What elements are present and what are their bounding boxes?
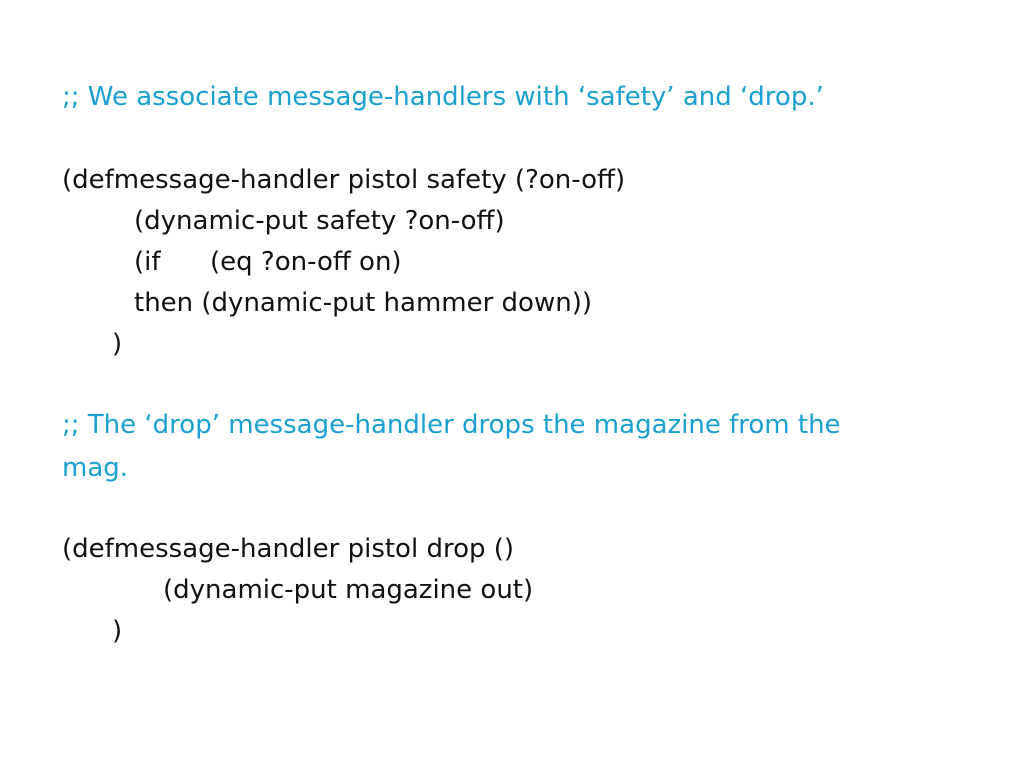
safety-handler-if-keyword: (if xyxy=(134,247,161,277)
safety-handler-then-line: then (dynamic-put hammer down)) xyxy=(134,288,592,318)
safety-handler-header: (defmessage-handler pistol safety (?on-off) xyxy=(62,165,626,195)
comment-associate-handlers: ;; We associate message-handlers with ‘safety’ and ‘drop.’ xyxy=(62,82,824,112)
drop-handler-dynamic-put: (dynamic-put magazine out) xyxy=(163,575,534,605)
comment-drop-handler-line2: mag. xyxy=(62,453,129,483)
safety-handler-close-paren: ) xyxy=(112,329,123,359)
drop-handler-close-paren: ) xyxy=(112,616,123,646)
comment-drop-handler-line1: ;; The ‘drop’ message-handler drops the magazine from the xyxy=(62,410,841,440)
safety-handler-dynamic-put: (dynamic-put safety ?on-off) xyxy=(134,206,505,236)
safety-handler-if-condition: (eq ?on-off on) xyxy=(210,247,402,277)
drop-handler-header: (defmessage-handler pistol drop () xyxy=(62,534,515,564)
